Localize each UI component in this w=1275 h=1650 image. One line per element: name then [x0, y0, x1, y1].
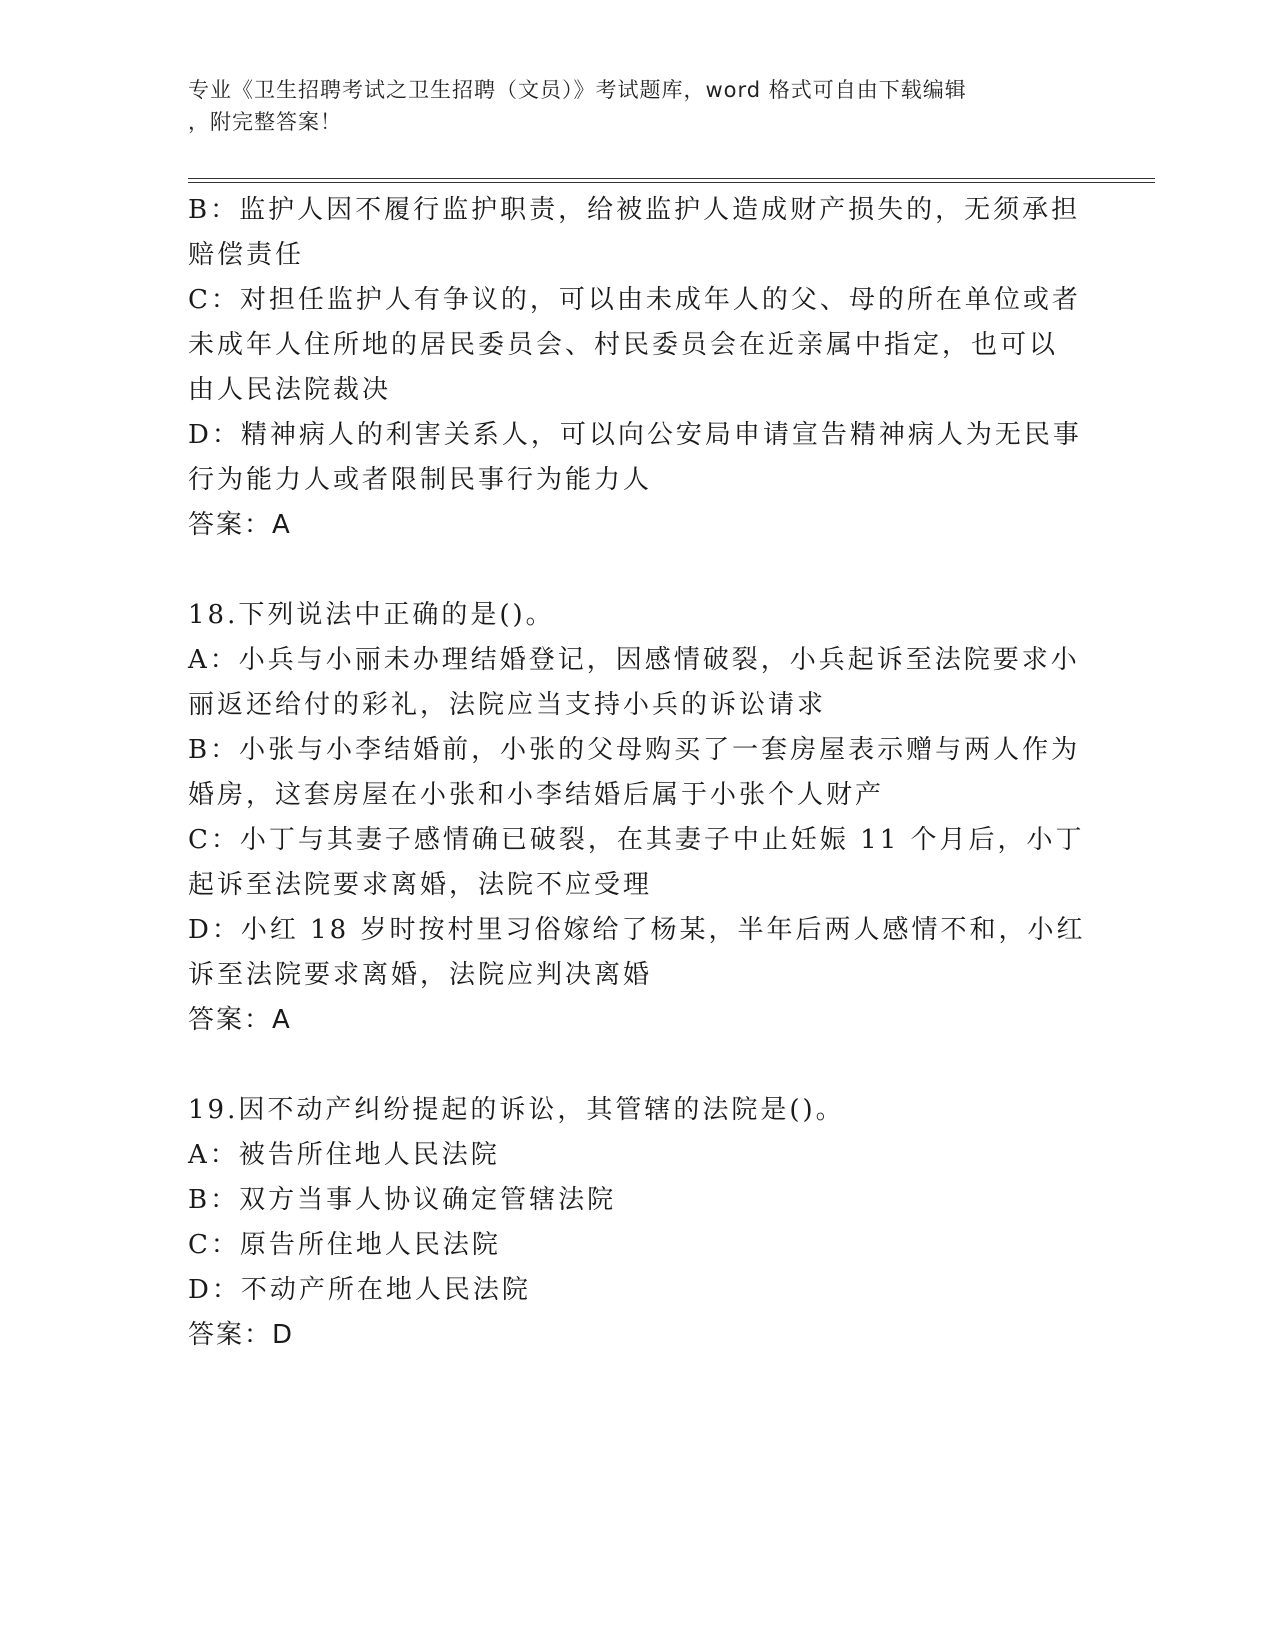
q17-answer: 答案：A	[188, 510, 292, 540]
q17-option-b-line-1: B：监护人因不履行监护职责，给被监护人造成财产损失的，无须承担	[188, 195, 1081, 225]
question-17-continued	[188, 188, 1088, 548]
q17-option-d-line-1: D：精神病人的利害关系人，可以向公安局申请宣告精神病人为无民事	[188, 420, 1082, 450]
q18-option-d-line-2: 诉至法院要求离婚，法院应判决离婚	[188, 960, 653, 990]
q19-option-b: B：双方当事人协议确定管辖法院	[188, 1185, 617, 1215]
q19-answer: 答案：D	[188, 1320, 295, 1350]
q19-option-d: D：不动产所在地人民法院	[188, 1275, 531, 1305]
q18-option-a-line-2: 丽返还给付的彩礼，法院应当支持小兵的诉讼请求	[188, 690, 827, 720]
q18-option-d	[188, 908, 1088, 998]
header-line-1: 专业《卫生招聘考试之卫生招聘（文员）》考试题库，word 格式可自由下载编辑	[188, 78, 967, 102]
question-19	[188, 1088, 1088, 1358]
q17-option-b-line-2: 赔偿责任	[188, 240, 305, 270]
question-content	[188, 188, 1088, 1358]
q18-option-c	[188, 818, 1088, 908]
q18-option-d-line-1: D：小红 18 岁时按村里习俗嫁给了杨某，半年后两人感情不和，小红	[188, 915, 1086, 945]
q19-option-c: C：原告所住地人民法院	[188, 1230, 501, 1260]
q17-option-c-line-3: 由人民法院裁决	[188, 375, 392, 405]
header-divider-top	[188, 178, 1155, 179]
q18-option-a	[188, 638, 1088, 728]
q17-option-d-line-2: 行为能力人或者限制民事行为能力人	[188, 465, 653, 495]
q18-option-b-line-1: B：小张与小李结婚前，小张的父母购买了一套房屋表示赠与两人作为	[188, 735, 1081, 765]
header-divider-bottom	[188, 182, 1155, 183]
spacer	[188, 1043, 1088, 1088]
q18-option-c-line-2: 起诉至法院要求离婚，法院不应受理	[188, 870, 653, 900]
spacer	[188, 548, 1088, 593]
q17-option-c	[188, 278, 1088, 413]
page-header	[188, 74, 1068, 138]
q18-option-c-line-1: C：小丁与其妻子感情确已破裂，在其妻子中止妊娠 11 个月后，小丁	[188, 825, 1085, 855]
q17-option-c-line-2: 未成年人住所地的居民委员会、村民委员会在近亲属中指定，也可以	[188, 330, 1059, 360]
q17-option-b	[188, 188, 1088, 278]
q18-option-b-line-2: 婚房，这套房屋在小张和小李结婚后属于小张个人财产	[188, 780, 885, 810]
q19-option-a: A：被告所住地人民法院	[188, 1140, 500, 1170]
q18-answer: 答案：A	[188, 1005, 292, 1035]
q17-option-c-line-1: C：对担任监护人有争议的，可以由未成年人的父、母的所在单位或者	[188, 285, 1081, 315]
header-line-2: ，附完整答案！	[188, 110, 342, 134]
q19-stem: 19.因不动产纠纷提起的诉讼，其管辖的法院是()。	[188, 1095, 845, 1125]
question-18	[188, 593, 1088, 1043]
q18-option-a-line-1: A：小兵与小丽未办理结婚登记，因感情破裂，小兵起诉至法院要求小	[188, 645, 1080, 675]
q18-option-b	[188, 728, 1088, 818]
q18-stem: 18.下列说法中正确的是()。	[188, 600, 555, 630]
q17-option-d	[188, 413, 1088, 503]
